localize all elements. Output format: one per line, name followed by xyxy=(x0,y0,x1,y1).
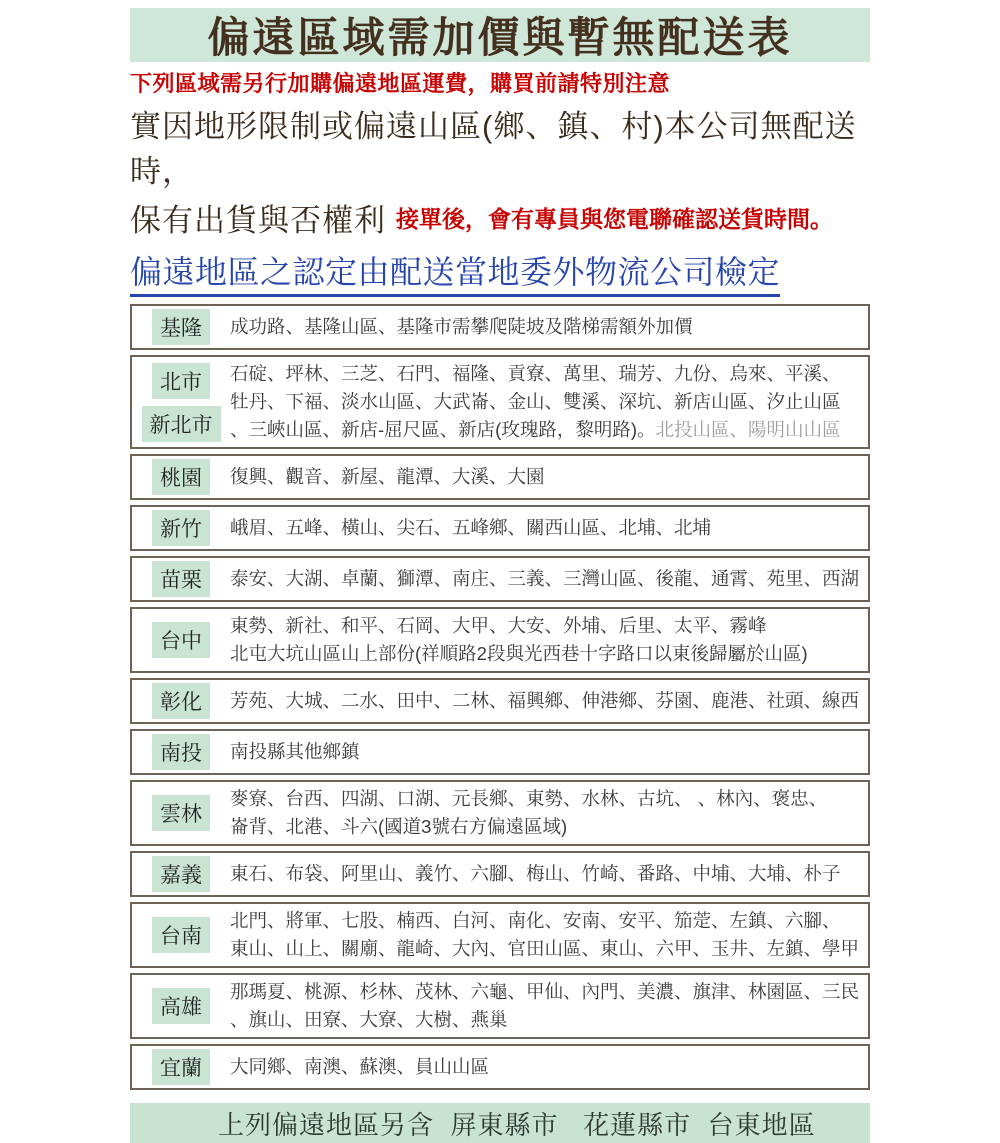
surcharge-warning-text: 下列區域需另行加購偏遠地區運費，購買前請特別注意 xyxy=(130,71,671,96)
logistics-determination-notice xyxy=(130,247,870,297)
region-areas xyxy=(230,313,868,341)
region-label: 宜蘭 xyxy=(152,1049,210,1085)
region-areas-line xyxy=(230,640,868,668)
region-label: 南投 xyxy=(152,734,210,770)
region-areas-line xyxy=(230,935,868,963)
region-areas-segment: 、三峽山區、新店-屈尺區、新店(玫瑰路，黎明路)。 xyxy=(230,419,656,440)
region-label: 台中 xyxy=(152,622,210,658)
table-row xyxy=(130,780,870,846)
region-areas-segment: 石碇、坪林、三芝、石門、福隆、貢寮、萬里、瑞芳、九份、烏來、平溪、 xyxy=(230,363,841,384)
region-areas-segment: 東山、山上、關廟、龍崎、大內、官田山區、東山、六甲、玉井、左鎮、學甲 xyxy=(230,938,860,959)
region-label-column xyxy=(132,988,230,1024)
region-areas-segment: 東勢、新社、和平、石岡、大甲、大安、外埔、后里、太平、霧峰 xyxy=(230,615,767,636)
region-areas xyxy=(230,612,868,668)
region-areas-line xyxy=(230,860,868,888)
table-row xyxy=(130,973,870,1039)
region-areas-line xyxy=(230,388,868,416)
region-areas-muted-segment: 北投山區、陽明山山區 xyxy=(655,419,841,440)
logistics-determination-text: 偏遠地區之認定由配送當地委外物流公司檢定 xyxy=(130,247,780,297)
region-areas-line xyxy=(230,813,868,841)
region-areas xyxy=(230,687,868,715)
region-areas-segment: 芳苑、大城、二水、田中、二林、福興鄉、伸港鄉、芬園、鹿港、社頭、線西 xyxy=(230,690,860,711)
region-label-column xyxy=(132,917,230,953)
region-label: 彰化 xyxy=(152,683,210,719)
region-label-column xyxy=(132,856,230,892)
content-column xyxy=(130,0,870,1143)
footer-text: 上列偏遠地區另含 屏東縣市 花蓮縣市 台東地區 xyxy=(218,1109,816,1140)
region-areas-segment: 北屯大坑山區山上部份(祥順路2段與光西巷十字路口以東後歸屬於山區) xyxy=(230,643,808,664)
region-areas-line xyxy=(230,1006,868,1034)
region-areas-line xyxy=(230,565,868,593)
region-areas-segment: 泰安、大湖、卓蘭、獅潭、南庄、三義、三灣山區、後龍、通霄、苑里、西湖 xyxy=(230,568,860,589)
region-areas-segment: 復興、觀音、新屋、龍潭、大溪、大園 xyxy=(230,466,545,487)
region-label: 基隆 xyxy=(152,309,210,345)
table-row xyxy=(130,355,870,449)
region-areas-line xyxy=(230,416,868,444)
region-areas-line xyxy=(230,687,868,715)
region-areas-segment: 、旗山、田寮、大寮、大樹、燕巢 xyxy=(230,1009,508,1030)
region-table xyxy=(130,304,870,1090)
region-label: 高雄 xyxy=(152,988,210,1024)
region-areas-line xyxy=(230,360,868,388)
region-areas-line xyxy=(230,785,868,813)
region-label: 新竹 xyxy=(152,510,210,546)
region-areas-segment: 東石、布袋、阿里山、義竹、六腳、梅山、竹崎、番路、中埔、大埔、朴子 xyxy=(230,863,841,884)
no-delivery-notice-line2 xyxy=(130,195,870,240)
region-areas-line xyxy=(230,313,868,341)
region-areas-line xyxy=(230,463,868,491)
table-row xyxy=(130,556,870,602)
table-row xyxy=(130,607,870,673)
table-row xyxy=(130,304,870,350)
region-areas-segment: 北門、將軍、七股、楠西、白河、南化、安南、安平、笳萣、左鎮、六腳、 xyxy=(230,910,841,931)
region-label-column xyxy=(132,734,230,770)
no-delivery-notice-line1: 實因地形限制或偏遠山區(鄉、鎮、村)本公司無配送時， xyxy=(130,109,857,189)
region-label-column xyxy=(132,363,230,442)
region-label: 苗栗 xyxy=(152,561,210,597)
region-areas xyxy=(230,785,868,841)
region-label-column xyxy=(132,561,230,597)
region-areas-segment: 牡丹、下福、淡水山區、大武崙、金山、雙溪、深坑、新店山區、汐止山區 xyxy=(230,391,841,412)
region-label: 北市 xyxy=(152,363,210,399)
region-areas xyxy=(230,978,868,1034)
region-areas-segment: 崙背、北港、斗六(國道3號右方偏遠區域) xyxy=(230,816,568,837)
region-areas-segment: 南投縣其他鄉鎮 xyxy=(230,741,360,762)
region-label-column xyxy=(132,309,230,345)
table-row xyxy=(130,851,870,897)
region-label: 雲林 xyxy=(152,795,210,831)
region-areas-line xyxy=(230,738,868,766)
table-row xyxy=(130,678,870,724)
region-areas-line xyxy=(230,514,868,542)
region-label: 台南 xyxy=(152,917,210,953)
page-title-bar xyxy=(130,8,870,62)
region-areas xyxy=(230,514,868,542)
table-row xyxy=(130,902,870,968)
table-row xyxy=(130,505,870,551)
rights-reserved-text: 保有出貨與否權利 xyxy=(130,203,386,238)
region-areas-line xyxy=(230,1053,868,1081)
region-areas xyxy=(230,1053,868,1081)
page-title: 偏遠區域需加價與暫無配送表 xyxy=(207,14,793,61)
region-areas-line xyxy=(230,612,868,640)
region-areas xyxy=(230,738,868,766)
region-label-column xyxy=(132,795,230,831)
region-label-column xyxy=(132,683,230,719)
region-areas-segment: 大同鄉、南澳、蘇澳、員山山區 xyxy=(230,1056,490,1077)
region-areas xyxy=(230,463,868,491)
region-areas-segment: 麥寮、台西、四湖、口湖、元長鄉、東勢、水林、古坑、 、林內、褒忠、 xyxy=(230,788,828,809)
table-row xyxy=(130,454,870,500)
table-row xyxy=(130,729,870,775)
region-label-column xyxy=(132,1049,230,1085)
region-label-column xyxy=(132,459,230,495)
region-areas xyxy=(230,907,868,963)
region-areas-line xyxy=(230,978,868,1006)
region-areas-line xyxy=(230,907,868,935)
region-label: 嘉義 xyxy=(152,856,210,892)
footer-bar xyxy=(130,1103,870,1143)
region-areas xyxy=(230,565,868,593)
region-label: 桃園 xyxy=(152,459,210,495)
contact-confirmation-text: 接單後，會有專員與您電聯確認送貨時間。 xyxy=(396,207,833,232)
region-areas-segment: 峨眉、五峰、橫山、尖石、五峰鄉、關西山區、北埔、北埔 xyxy=(230,517,712,538)
region-label-column xyxy=(132,510,230,546)
region-label-column xyxy=(132,622,230,658)
region-label: 新北市 xyxy=(142,406,221,442)
region-areas xyxy=(230,360,868,444)
region-areas xyxy=(230,860,868,888)
region-areas-segment: 那瑪夏、桃源、杉林、茂林、六龜、甲仙、內門、美濃、旗津、林園區、三民 xyxy=(230,981,860,1002)
table-row xyxy=(130,1044,870,1090)
region-areas-segment: 成功路、基隆山區、基隆市需攀爬陡坡及階梯需額外加價 xyxy=(230,316,693,337)
